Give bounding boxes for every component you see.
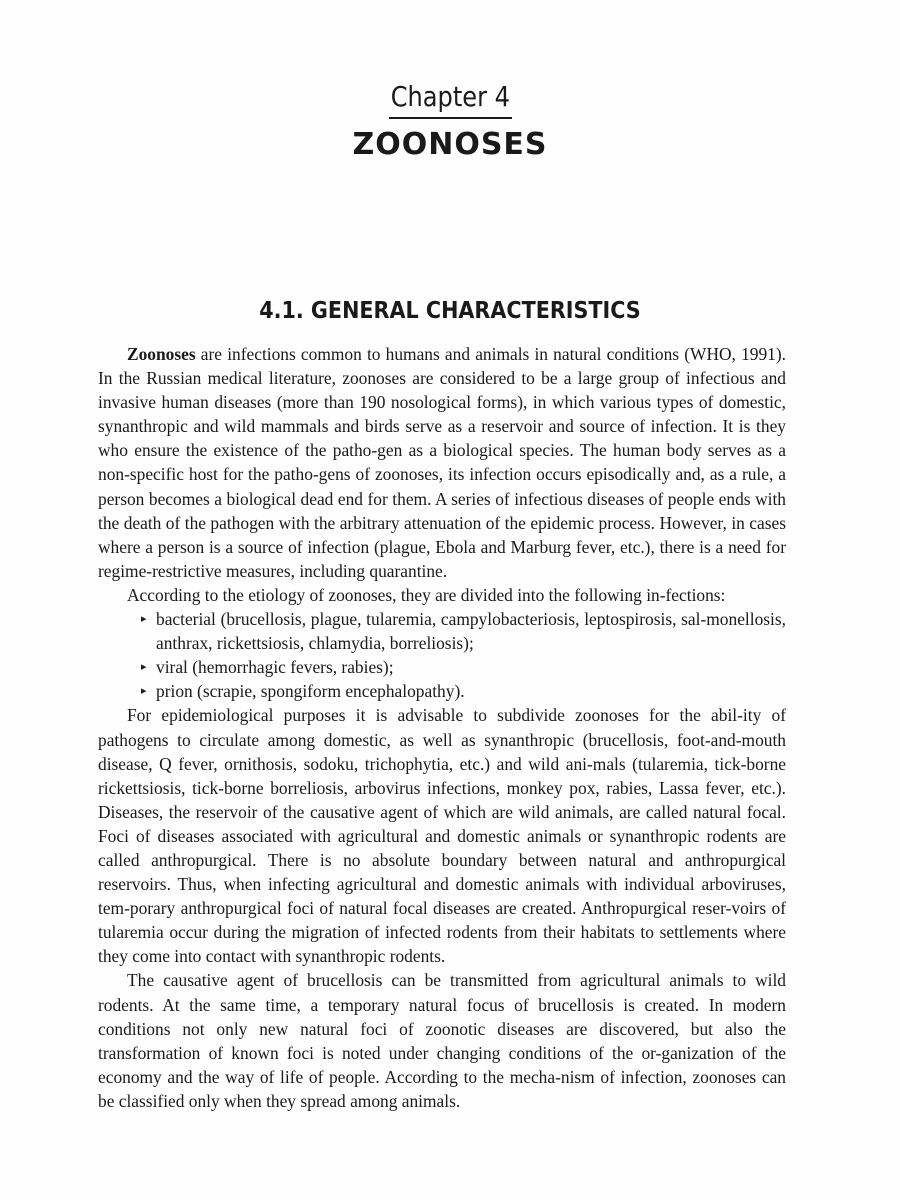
triangle-right-icon: ▸	[141, 613, 147, 626]
chapter-title: ZOONOSES	[352, 127, 548, 162]
paragraph-definition-text: are infections common to humans and animals in natural conditions (WHO, 1991). In the Russian medical literature, zoonoses are considered to be a large group of infectious and invasive human diseases (more than 190 nosological forms), in which various types of domestic, synanthropic and wild mammals and birds serve as a reservoir and source of infection. It is they who ensure the existence of the patho-gen as a biological species. The human body serves as a non-specific host for the patho-gens of zoonoses, its infection occurs episodically and, as a rule, a person becomes a biological dead end for them. A series of infectious diseases of people ends with the death of the pathogen with the arbitrary attenuation of the epidemic process. However, in cases where a person is a source of infection (plague, Ebola and Marburg fever, etc.), there is a need for regime-restrictive measures, including quarantine.	[98, 344, 786, 581]
paragraph-etiology: According to the etiology of zoonoses, they are divided into the following in-fections:	[127, 584, 726, 605]
section-heading	[0, 298, 900, 324]
triangle-right-icon: ▸	[141, 661, 147, 674]
list-item-text: bacterial (brucellosis, plague, tularemia, campylobacteriosis, leptospirosis, sal-monellosis, anthrax, rickettsiosis, chlamydia, borreliosis);	[156, 609, 786, 654]
paragraph-brucellosis: The causative agent of brucellosis can be transmitted from agricultural animals to wild rodents. At the same time, a temporary natural focus of brucellosis is created. In modern conditions not only new natural foci of zoonotic diseases are discovered, but also the transformation of known foci is noted under changing conditions of the or-ganization of the economy and the way of life of people. According to the mecha-nism of infection, zoonoses can be classified only when they spread among animals.	[98, 970, 786, 1111]
chapter-label: Chapter 4	[389, 80, 512, 119]
list-item-text: viral (hemorrhagic fevers, rabies);	[156, 657, 394, 678]
list-item-text: prion (scrapie, spongiform encephalopathy).	[156, 681, 465, 702]
paragraph-epidemiology: For epidemiological purposes it is advisable to subdivide zoonoses for the abil-ity of pathogens to circulate among domestic, as well as synanthropic (brucellosis, foot-and-mouth disease, Q fever, ornithosis, sodoku, trichophytia, etc.) and wild ani-mals (tularemia, tick-borne rickettsiosis, tick-borne borreliosis, arbovirus infections, monkey pox, rabies, Lassa fever, etc.). Diseases, the reservoir of the causative agent of which are wild animals, are called natural focal. Foci of diseases associated with agricultural and domestic animals or synanthropic rodents are called anthropurgical. There is no absolute boundary between natural and anthropurgical reservoirs. Thus, when infecting agricultural and domestic animals with individual arboviruses, tem-porary anthropurgical foci of natural focal diseases are created. Anthropurgical reser-voirs of tularemia occur during the migration of infected rodents from their habitats to settlements where they come into contact with synanthropic rodents.	[98, 705, 786, 967]
paragraph-definition	[98, 342, 786, 583]
term-zoonoses: Zoonoses	[127, 344, 196, 364]
list-item	[141, 607, 786, 655]
chapter-header	[0, 80, 900, 162]
triangle-right-icon: ▸	[141, 685, 147, 698]
list-item	[141, 679, 786, 703]
list-item	[141, 655, 786, 679]
infection-type-list	[98, 607, 786, 703]
section-heading-text: 4.1. GENERAL CHARACTERISTICS	[259, 298, 641, 324]
body-text	[98, 342, 786, 1113]
